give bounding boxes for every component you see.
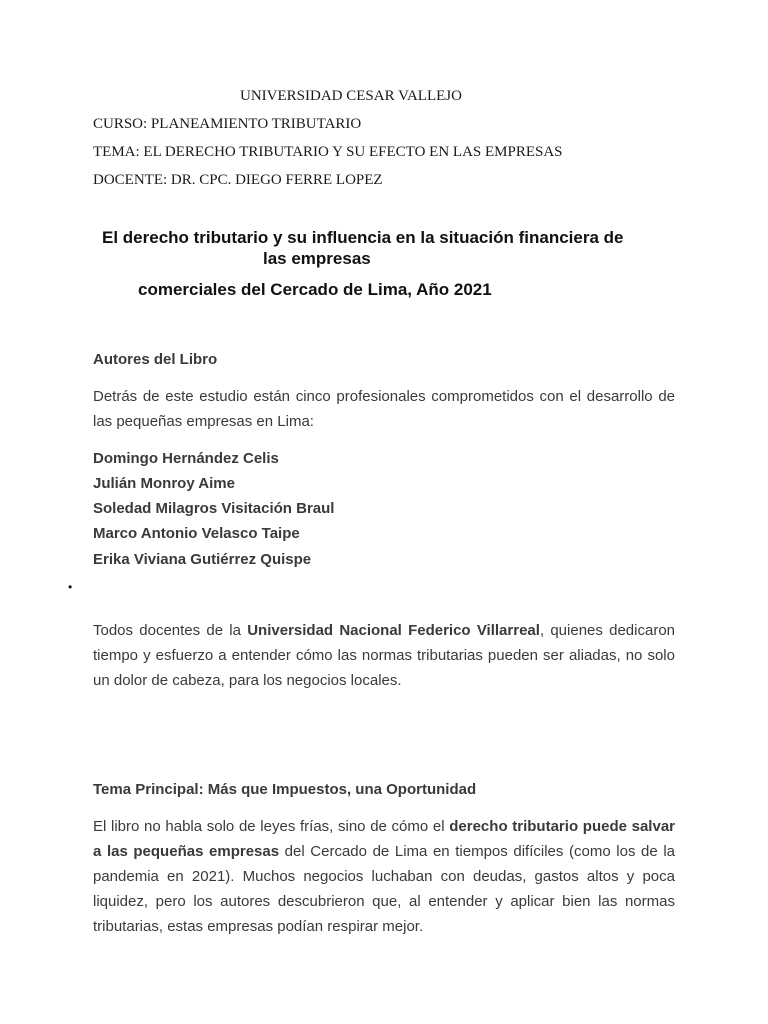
authors-intro-paragraph: Detrás de este estudio están cinco profesionales comprometidos con el desarrollo de las pequeñas empresas en Lima:: [93, 388, 675, 430]
theme-para-suffix: del Cercado de Lima en tiempos difíciles (como los de la pandemia en 2021). Muchos negocios luchaban con deudas, gastos altos y poca liquidez, pero los autores descubrieron que, al entender y aplicar bien las normas tributarias, estas empresas podían respirar mejor.: [93, 843, 675, 935]
bullet-marker: •: [68, 580, 73, 594]
course-line: CURSO: PLANEAMIENTO TRIBUTARIO: [93, 116, 362, 132]
topic-line: TEMA: EL DERECHO TRIBUTARIO Y SU EFECTO EN LAS EMPRESAS: [93, 144, 563, 160]
authors-note-paragraph: [93, 618, 675, 693]
theme-heading: Tema Principal: Más que Impuestos, una Oportunidad: [93, 781, 477, 798]
author-name: Erika Viviana Gutiérrez Quispe: [93, 551, 312, 568]
theme-para-prefix: El libro no habla solo de leyes frías, sino de cómo el: [93, 818, 450, 835]
author-name: Soledad Milagros Visitación Braul: [93, 500, 335, 517]
authors-note-suffix: , quienes dedicaron tiempo y esfuerzo a entender cómo las normas tributarias pueden ser aliadas, no solo un dolor de cabeza, para los negocios locales.: [93, 622, 676, 689]
teacher-line: DOCENTE: DR. CPC. DIEGO FERRE LOPEZ: [93, 172, 383, 188]
author-name: Marco Antonio Velasco Taipe: [93, 525, 300, 542]
theme-paragraph: [93, 814, 675, 939]
author-name: Julián Monroy Aime: [93, 475, 235, 492]
document-title-line-2: las empresas: [263, 249, 371, 268]
theme-para-bold: derecho tributario puede salvar a las pequeñas empresas: [93, 818, 675, 860]
authors-note-prefix: Todos docentes de la: [93, 622, 248, 639]
authors-heading: Autores del Libro: [93, 351, 218, 368]
document-title-line-1: El derecho tributario y su influencia en la situación financiera de: [102, 228, 624, 247]
university-name: UNIVERSIDAD CESAR VALLEJO: [240, 88, 462, 104]
document-title-line-3: comerciales del Cercado de Lima, Año 2021: [138, 280, 492, 299]
author-name: Domingo Hernández Celis: [93, 450, 279, 467]
university-name-bold: Universidad Nacional Federico Villarreal: [247, 622, 540, 639]
